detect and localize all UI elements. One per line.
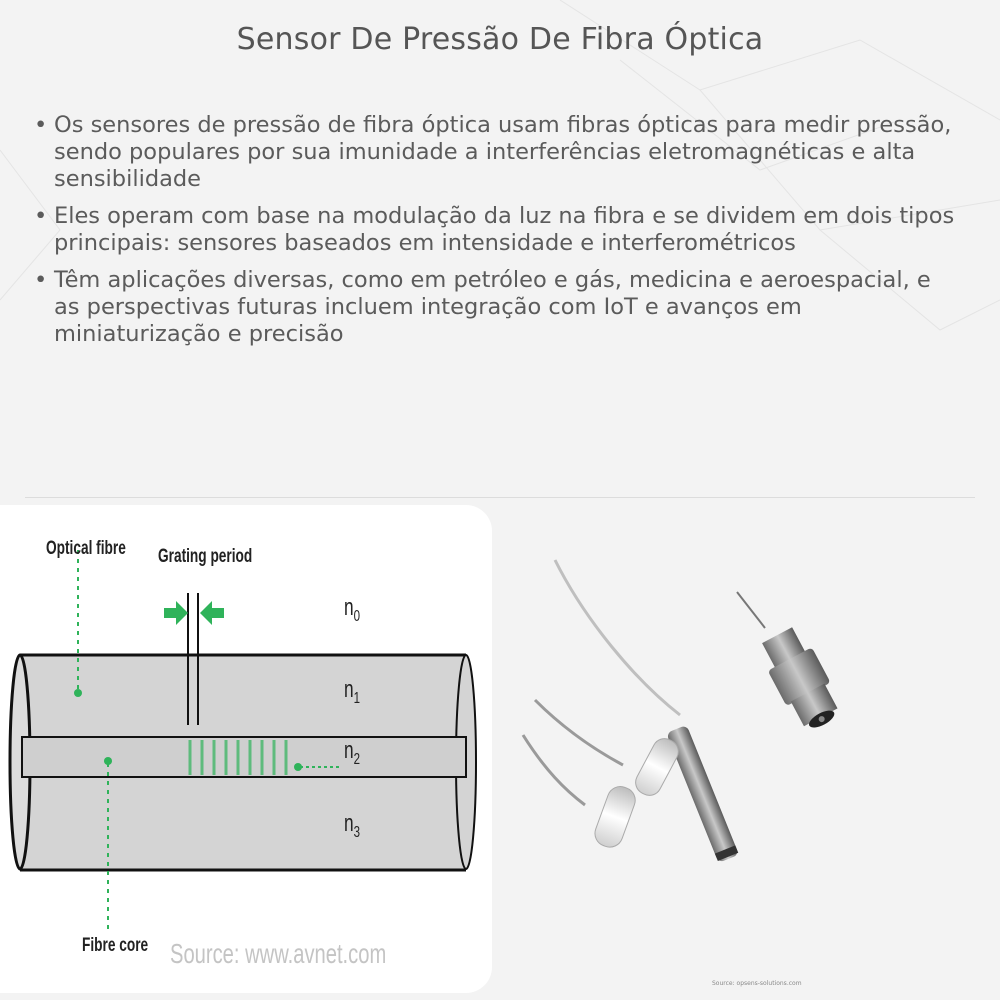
- bullet-list: [30, 112, 960, 358]
- fibre-core-tube: [22, 737, 466, 777]
- bullet-item: • Eles operam com base na modulação da luz na fibra e se dividem em dois tipos principais: sensores baseados em intensidade e interferométricos: [30, 203, 960, 257]
- refractive-index-n3: $n_3$: [344, 810, 361, 841]
- sensor-photo-graphic: [505, 540, 1000, 1000]
- ceramic-sensor: [591, 783, 639, 851]
- bullet-item: • Os sensores de pressão de fibra óptica usam fibras ópticas para medir pressão, sendo populares por sua imunidade a interferências eletromagnéticas e alta sensibilidade: [30, 112, 960, 193]
- pointer-dot: [104, 757, 112, 765]
- bullet-item: • Têm aplicações diversas, como em petróleo e gás, medicina e aeroespacial, e as perspectivas futuras incluem integração com IoT e avanços em miniaturização e precisão: [30, 267, 960, 348]
- fibre-grating-diagram: [0, 505, 492, 993]
- fibre-diagram-graphic: [0, 505, 492, 993]
- fibre-core-label: Fibre core: [82, 935, 149, 956]
- diagram-source: Source: www.avnet.com: [170, 938, 387, 969]
- grating-period-label: Grating period: [158, 546, 253, 567]
- section-divider: [25, 497, 975, 498]
- pointer-dot: [294, 763, 302, 771]
- page-title: Sensor De Pressão De Fibra Óptica: [236, 22, 764, 57]
- refractive-index-n0: $n_0$: [344, 594, 361, 625]
- refractive-index-n2: $n_2$: [344, 737, 361, 768]
- photo-source: Source: opsens-solutions.com: [712, 980, 802, 987]
- pointer-dot: [74, 689, 82, 697]
- optical-fibre-label: Optical fibre: [46, 538, 126, 559]
- arrow-left-icon: [200, 601, 224, 625]
- sensor-photo: [505, 540, 1000, 1000]
- arrow-right-icon: [164, 601, 188, 625]
- ceramic-sensor: [631, 734, 682, 799]
- fibre-connector: [755, 623, 847, 736]
- refractive-index-n1: $n_1$: [344, 676, 361, 707]
